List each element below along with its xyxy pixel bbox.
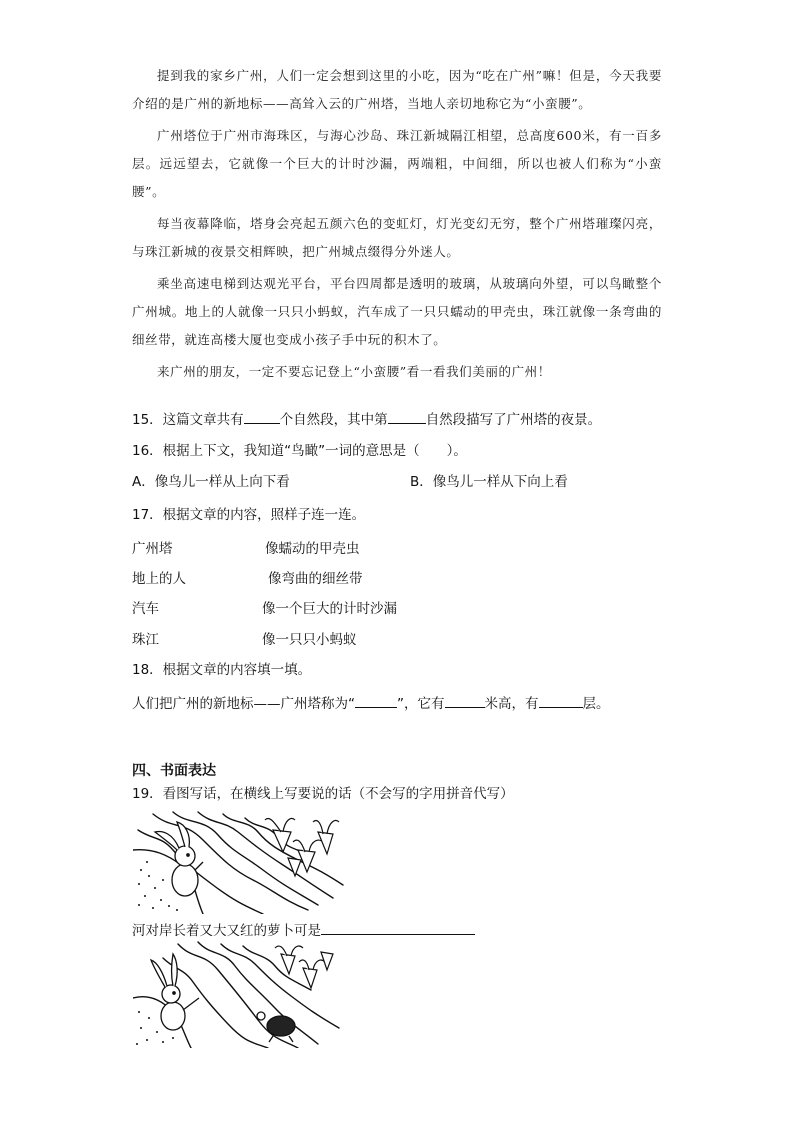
q18-blank-nickname[interactable] xyxy=(355,692,397,708)
question-17-stem: 17．根据文章的内容，照样子连一连。 xyxy=(132,507,366,523)
match-left-item[interactable]: 广州塔 xyxy=(132,541,173,557)
q18-text-d: 层。 xyxy=(582,696,610,712)
question-16-stem: 16．根据上下文，我知道“鸟瞰”一词的意思是（ ）。 xyxy=(132,443,467,459)
passage-paragraph-4: 乘坐高速电梯到达观光平台，平台四周都是透明的玻璃，从玻璃向外望，可以鸟瞰整个广州城。地上的人就像一只只小蚂蚁，汽车成了一只只蠕动的甲壳虫，珠江就像一条弯曲的细丝带，就连高楼大厦也变成小孩子手中玩的积木了。 xyxy=(132,276,662,347)
match-left-item[interactable]: 珠江 xyxy=(132,632,159,648)
q18-blank-height[interactable] xyxy=(445,692,485,708)
rabbit-river-turtle-picture-2 xyxy=(133,940,341,1048)
q16-option-b[interactable]: B．像鸟儿一样从下向上看 xyxy=(410,474,568,490)
passage-paragraph-5: 来广州的朋友，一定不要忘记登上“小蛮腰”看一看我们美丽的广州！ xyxy=(157,364,551,379)
q19-sentence-line-1 xyxy=(132,919,475,941)
q18-text-a: 人们把广州的新地标——广州塔称为“ xyxy=(132,696,355,712)
match-right-item[interactable]: 像蠕动的甲壳虫 xyxy=(265,541,360,557)
question-18-fill xyxy=(132,692,610,714)
passage-paragraph-2: 广州塔位于广州市海珠区，与海心沙岛、珠江新城隔江相望，总高度600米，有一百多层。远远望去，它就像一个巨大的计时沙漏，两端粗，中间细，所以也被人们称为“小蛮腰”。 xyxy=(132,128,662,199)
q18-text-b: ”，它有 xyxy=(397,696,445,712)
section-title-writing: 四、书面表达 xyxy=(132,763,216,779)
passage-paragraph-1: 提到我的家乡广州，人们一定会想到这里的小吃，因为“吃在广州”嘛！但是，今天我要介绍的是广州的新地标——高耸入云的广州塔，当地人亲切地称它为“小蛮腰”。 xyxy=(132,68,662,111)
match-right-item[interactable]: 像一只只小蚂蚁 xyxy=(262,632,357,648)
q15-blank-night-paragraph[interactable] xyxy=(388,408,426,424)
q15-text-a: 15．这篇文章共有 xyxy=(132,412,244,428)
question-15 xyxy=(132,408,601,430)
q18-text-c: 米高，有 xyxy=(484,696,539,712)
match-right-item[interactable]: 像一个巨大的计时沙漏 xyxy=(262,601,397,617)
q19-sentence-start: 河对岸长着又大又红的萝卜可是 xyxy=(132,923,321,939)
match-right-item[interactable]: 像弯曲的细丝带 xyxy=(268,571,363,587)
question-19-stem: 19．看图写话，在横线上写要说的话（不会写的字用拼音代写） xyxy=(132,786,514,802)
reading-passage xyxy=(132,62,662,390)
question-18-stem: 18．根据文章的内容填一填。 xyxy=(132,662,312,678)
q15-text-b: 个自然段，其中第 xyxy=(279,412,388,428)
q18-blank-floors[interactable] xyxy=(539,692,583,708)
rabbit-river-carrots-picture-1 xyxy=(133,810,345,914)
match-left-item[interactable]: 汽车 xyxy=(132,601,159,617)
q15-blank-paragraph-count[interactable] xyxy=(244,408,280,424)
match-left-item[interactable]: 地上的人 xyxy=(132,571,186,587)
q16-option-a[interactable]: A．像鸟儿一样从上向下看 xyxy=(132,474,290,490)
q15-text-c: 自然段描写了广州塔的夜景。 xyxy=(425,412,602,428)
passage-paragraph-3: 每当夜幕降临，塔身会亮起五颜六色的变虹灯，灯光变幻无穷，整个广州塔璀璨闪亮，与珠江新城的夜景交相辉映，把广州城点缀得分外迷人。 xyxy=(132,216,662,259)
q19-blank-line-1[interactable] xyxy=(321,919,475,935)
